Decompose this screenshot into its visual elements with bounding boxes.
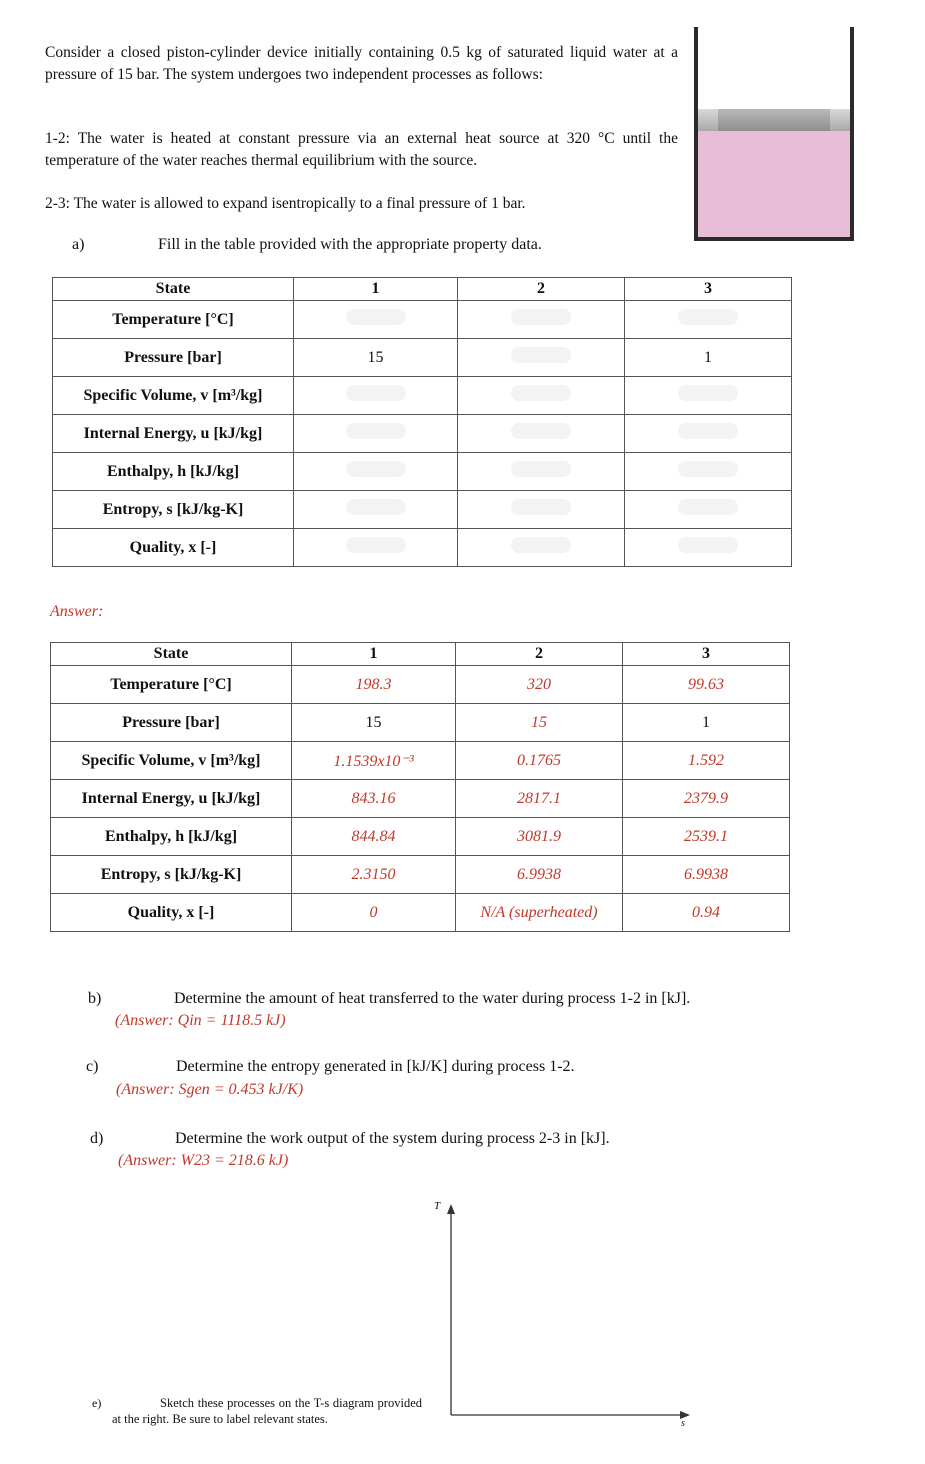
answer-cell: 3081.9 (456, 818, 623, 856)
row-label: Specific Volume, v [m³/kg] (51, 742, 292, 780)
table-row (53, 491, 792, 529)
row-label: Internal Energy, u [kJ/kg] (51, 780, 292, 818)
t-axis-arrow-icon (447, 1204, 455, 1214)
answer-label: Answer: (50, 603, 104, 620)
table-row (51, 742, 790, 780)
input-cell[interactable] (294, 301, 458, 339)
input-cell[interactable] (458, 491, 625, 529)
answer-cell: 320 (456, 666, 623, 704)
input-cell[interactable] (294, 529, 458, 567)
answer-cell: 2.3150 (292, 856, 456, 894)
question-c-text: Determine the entropy generated in [kJ/K] during process 1-2. (176, 1058, 575, 1075)
table-row (53, 301, 792, 339)
blank-property-table (52, 277, 792, 567)
header-state-2: 2 (456, 643, 623, 666)
process-1-2-text: 1-2: The water is heated at constant pressure via an external heat source at 320 °C until the temperature of the water reaches thermal equilibrium with the source. (45, 130, 678, 169)
header-state: State (53, 278, 294, 301)
row-label: Temperature [°C] (51, 666, 292, 704)
cylinder-bottom (694, 237, 854, 241)
table-row (51, 856, 790, 894)
question-c-label: c) (86, 1058, 99, 1075)
answer-cell: 2379.9 (623, 780, 790, 818)
answer-cell: 1.592 (623, 742, 790, 780)
input-cell[interactable] (625, 491, 792, 529)
question-d-label: d) (90, 1130, 104, 1147)
input-cell[interactable] (458, 529, 625, 567)
row-label: Specific Volume, v [m³/kg] (53, 377, 294, 415)
row-label: Quality, x [-] (51, 894, 292, 932)
answer-property-table (50, 642, 790, 932)
t-axis-label: T (434, 1200, 441, 1212)
table-header-row (51, 643, 790, 666)
header-state-1: 1 (294, 278, 458, 301)
answer-cell: 6.9938 (623, 856, 790, 894)
given-cell: 1 (623, 704, 790, 742)
table-row (51, 780, 790, 818)
header-state-1: 1 (292, 643, 456, 666)
table-row (51, 818, 790, 856)
row-label: Entropy, s [kJ/kg-K] (51, 856, 292, 894)
water-volume (698, 131, 850, 237)
table-row (51, 704, 790, 742)
header-state-3: 3 (623, 643, 790, 666)
input-cell[interactable] (458, 339, 625, 377)
input-cell[interactable] (625, 415, 792, 453)
s-axis-label: s (681, 1418, 685, 1429)
ts-axes (430, 1195, 705, 1435)
input-cell[interactable] (625, 377, 792, 415)
row-label: Quality, x [-] (53, 529, 294, 567)
row-label: Temperature [°C] (53, 301, 294, 339)
problem-intro: Consider a closed piston-cylinder device initially containing 0.5 kg of saturated liquid water at a pressure of 15 bar. The system undergoes two independent processes as follows: (45, 44, 678, 83)
answer-cell: 2539.1 (623, 818, 790, 856)
piston (698, 109, 850, 131)
answer-cell: 843.16 (292, 780, 456, 818)
input-cell[interactable] (625, 529, 792, 567)
question-d-text: Determine the work output of the system during process 2-3 in [kJ]. (175, 1130, 610, 1147)
row-label: Enthalpy, h [kJ/kg] (51, 818, 292, 856)
row-label: Internal Energy, u [kJ/kg] (53, 415, 294, 453)
input-cell[interactable] (458, 415, 625, 453)
cylinder-right-wall (850, 27, 854, 241)
answer-cell: 15 (456, 704, 623, 742)
process-2-3-text: 2-3: The water is allowed to expand isentropically to a final pressure of 1 bar. (45, 195, 526, 212)
input-cell[interactable] (294, 491, 458, 529)
answer-cell: 99.63 (623, 666, 790, 704)
answer-cell: 1.1539x10⁻³ (292, 742, 456, 780)
input-cell[interactable] (294, 453, 458, 491)
input-cell[interactable] (458, 301, 625, 339)
value-cell: 15 (294, 339, 458, 377)
question-e-label: e) (92, 1396, 102, 1410)
value-cell: 1 (625, 339, 792, 377)
answer-cell: N/A (superheated) (456, 894, 623, 932)
input-cell[interactable] (294, 415, 458, 453)
question-a-text: Fill in the table provided with the appropriate property data. (158, 236, 542, 253)
question-b-label: b) (88, 990, 102, 1007)
input-cell[interactable] (625, 453, 792, 491)
table-row (53, 377, 792, 415)
table-header-row (53, 278, 792, 301)
question-b-answer: (Answer: Qin = 1118.5 kJ) (115, 1012, 286, 1029)
header-state-2: 2 (458, 278, 625, 301)
header-state: State (51, 643, 292, 666)
answer-cell: 198.3 (292, 666, 456, 704)
table-row (53, 529, 792, 567)
row-label: Pressure [bar] (53, 339, 294, 377)
input-cell[interactable] (294, 377, 458, 415)
table-row (51, 666, 790, 704)
question-c-answer: (Answer: Sgen = 0.453 kJ/K) (116, 1081, 304, 1098)
answer-cell: 2817.1 (456, 780, 623, 818)
input-cell[interactable] (458, 377, 625, 415)
answer-cell: 0.94 (623, 894, 790, 932)
question-a-label: a) (72, 236, 85, 253)
row-label: Entropy, s [kJ/kg-K] (53, 491, 294, 529)
header-state-3: 3 (625, 278, 792, 301)
answer-cell: 0 (292, 894, 456, 932)
table-row (53, 453, 792, 491)
answer-cell: 844.84 (292, 818, 456, 856)
answer-cell: 0.1765 (456, 742, 623, 780)
given-cell: 15 (292, 704, 456, 742)
question-e-text: Sketch these processes on the T-s diagram provided at the right. Be sure to label relevant states. (112, 1396, 422, 1426)
row-label: Enthalpy, h [kJ/kg] (53, 453, 294, 491)
question-d-answer: (Answer: W23 = 218.6 kJ) (118, 1152, 289, 1169)
table-row (53, 415, 792, 453)
row-label: Pressure [bar] (51, 704, 292, 742)
table-row (51, 894, 790, 932)
answer-cell: 6.9938 (456, 856, 623, 894)
input-cell[interactable] (458, 453, 625, 491)
question-b-text: Determine the amount of heat transferred to the water during process 1-2 in [kJ]. (174, 990, 691, 1007)
table-row (53, 339, 792, 377)
input-cell[interactable] (625, 301, 792, 339)
